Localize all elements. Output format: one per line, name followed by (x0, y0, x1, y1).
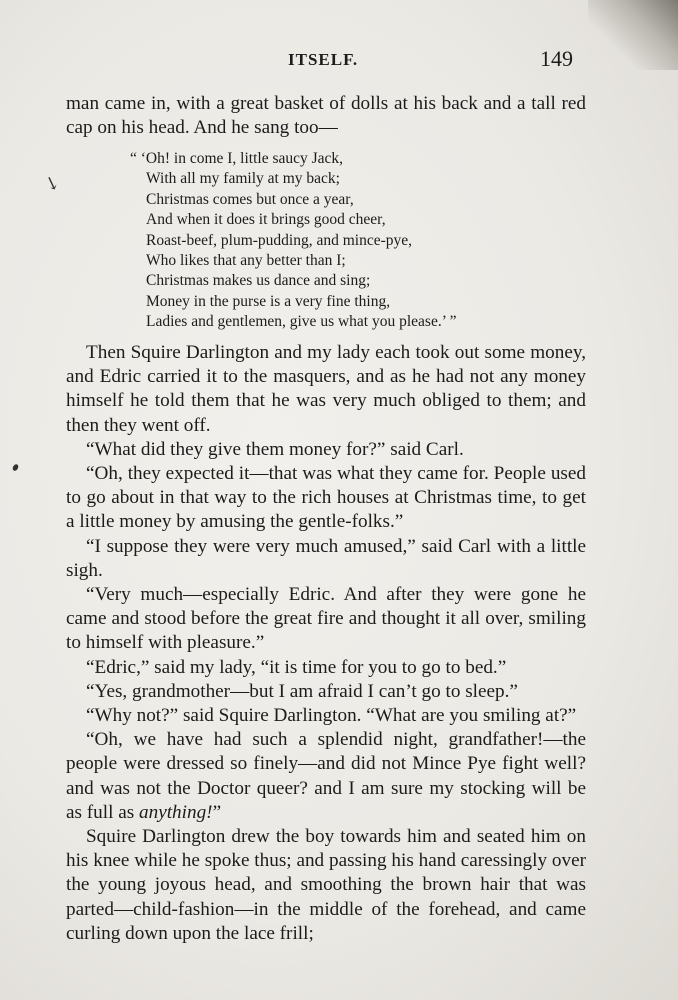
verse-line: Ladies and gentlemen, give us what you please.’ ” (146, 313, 457, 331)
page-header (0, 46, 678, 76)
main-text (66, 341, 586, 946)
paragraph: “Oh, they expected it—that was what they came for. People used to go about in that way to the rich houses at Christmas time, to get a little money by amusing the gentle-folks.” (66, 463, 586, 533)
opening-paragraph: man came in, with a great basket of dolls at his back and a tall red cap on his head. And he sang too— (66, 93, 586, 139)
paragraph: Then Squire Darlington and my lady each took out some money, and Edric carried it to the masquers, and as he had not any money himself he told them that he was very much obliged to them; and then they went off. (66, 342, 586, 436)
closing-quote: ” (212, 801, 222, 823)
verse-line: “ ‘Oh! in come I, little saucy Jack, (130, 150, 344, 167)
paragraph: Squire Darlington drew the boy towards him and seated him on his knee while he spoke thus; and passing his hand caressingly over the young joyous head, and smoothing the brown hair that was parted—child-fashion—in the middle of the forehead, and came curling down upon the lace frill; (66, 826, 586, 944)
paragraph: “Why not?” said Squire Darlington. “What are you smiling at?” (86, 705, 577, 727)
verse-line: Money in the purse is a very fine thing, (146, 292, 391, 310)
verse-line: And when it does it brings good cheer, (146, 211, 386, 229)
paragraph: “Very much—especially Edric. And after they were gone he came and stood before the great fire and thought it all over, smiling to himself with pleasure.” (66, 584, 586, 654)
paragraph: “Edric,” said my lady, “it is time for you to go to bed.” (86, 656, 507, 678)
paragraph (66, 728, 586, 825)
paragraph-text: “Oh, we have had such a splendid night, grandfather!—the people were dressed so finely—and did not Mince Pye fight well? and was not the Doctor queer? and I am sure my stocking will be as full as (66, 729, 586, 823)
verse-line: Who likes that any better than I; (146, 252, 346, 270)
ink-spot (12, 463, 20, 472)
verse-line: Christmas comes but once a year, (146, 190, 354, 208)
emphasis-text: anything! (139, 801, 213, 823)
running-title: ITSELF. (288, 50, 359, 69)
verse-line: With all my family at my back; (146, 170, 340, 188)
page-number: 149 (540, 46, 573, 71)
opening-text (66, 92, 586, 140)
paragraph: “I suppose they were very much amused,” said Carl with a little sigh. (66, 535, 586, 581)
paragraph: “Yes, grandmother—but I am afraid I can’t go to sleep.” (86, 680, 518, 702)
song-verse (130, 149, 456, 333)
paragraph: “What did they give them money for?” said Carl. (86, 438, 464, 460)
verse-line: Christmas makes us dance and sing; (146, 272, 371, 290)
margin-mark-icon: ↘ (41, 171, 63, 196)
verse-line: Roast-beef, plum-pudding, and mince-pye, (146, 231, 413, 249)
